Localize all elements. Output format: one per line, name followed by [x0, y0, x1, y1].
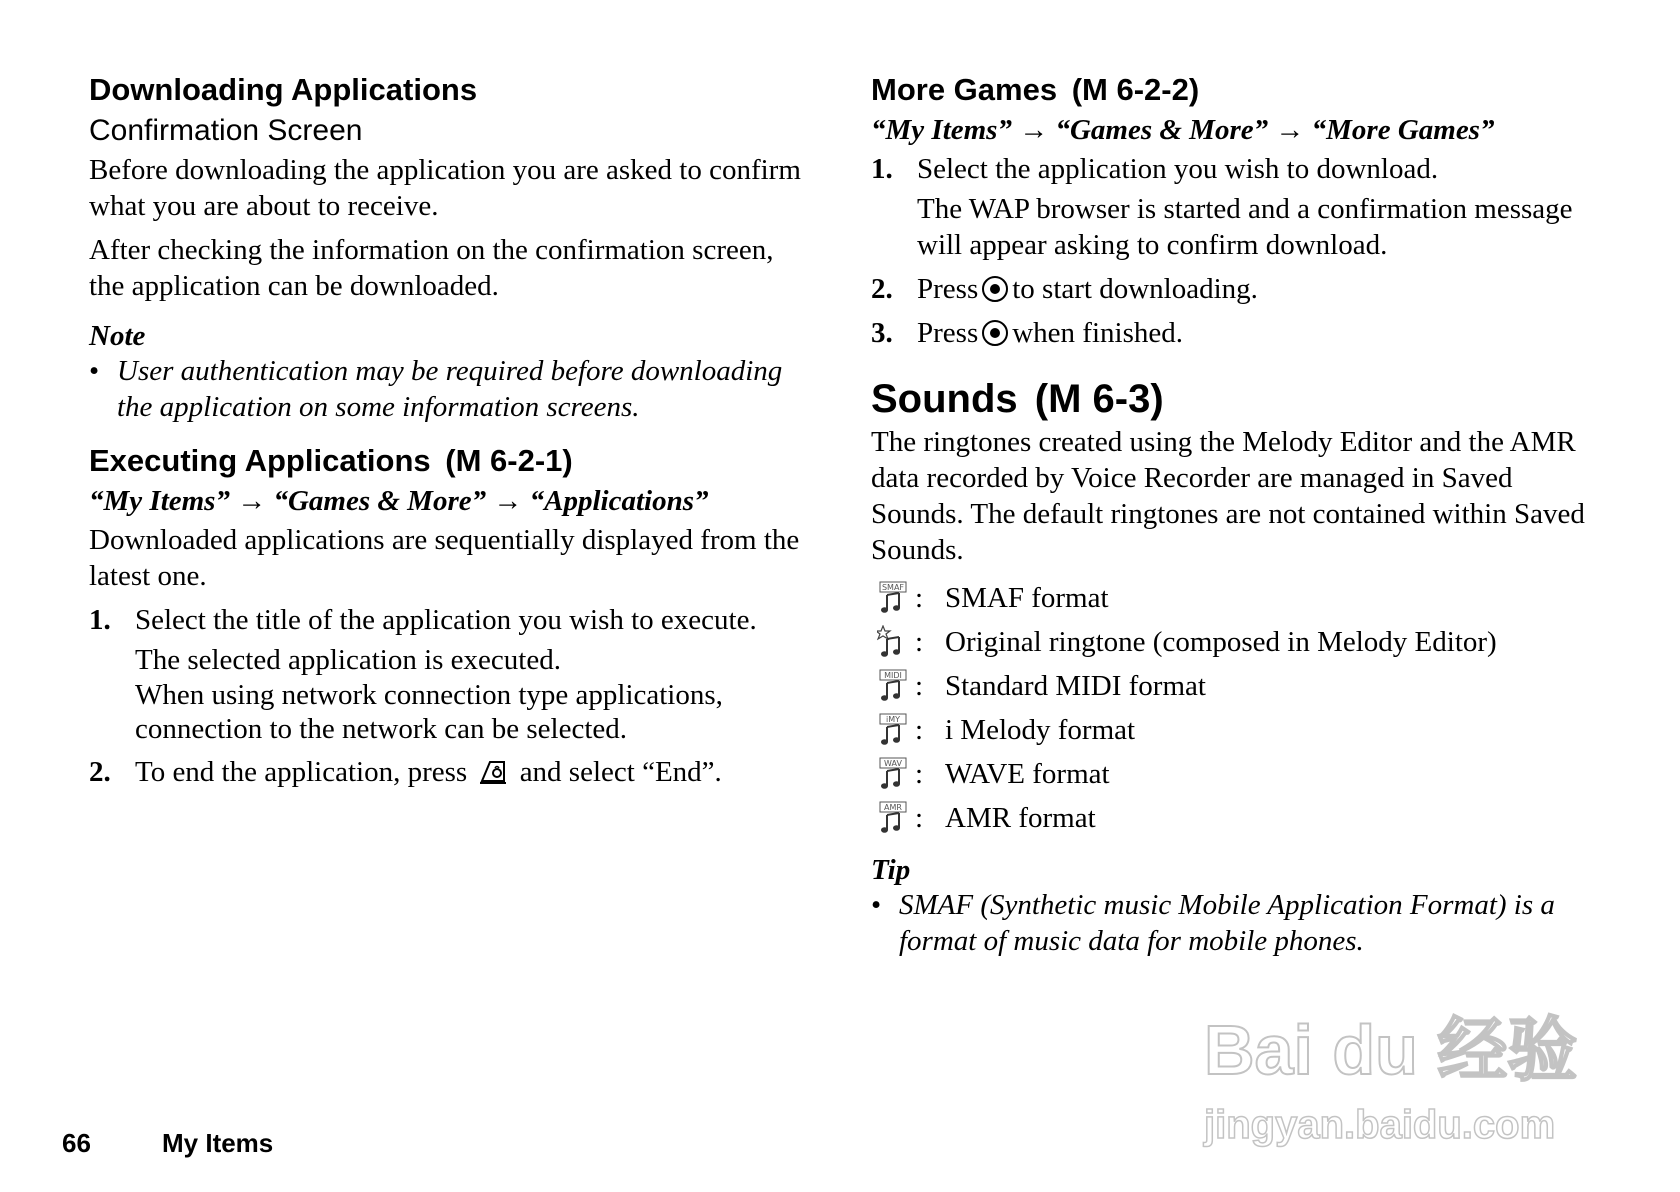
- step-text: Select the application you wish to download.: [917, 153, 1439, 185]
- step-text-post: and select “End”.: [519, 756, 722, 788]
- step-text-pre: To end the application, press: [135, 756, 468, 788]
- format-label: SMAF format: [945, 581, 1109, 614]
- games-step-1: [871, 151, 1591, 263]
- format-icon-tag: SMAF: [881, 583, 905, 592]
- format-item: [871, 708, 1591, 752]
- step-number: 3.: [871, 317, 893, 349]
- smaf-icon: [877, 581, 909, 615]
- heading-more-games: [871, 72, 1591, 108]
- page-number: 66: [62, 1128, 91, 1158]
- watermark-line1: Bai du 经验: [1204, 1011, 1578, 1089]
- original-ringtone-icon: [877, 625, 909, 659]
- note-title: Note: [89, 320, 146, 352]
- left-column: [89, 72, 809, 798]
- heading-executing-applications: [89, 443, 809, 479]
- format-item: [871, 796, 1591, 840]
- step-sub-text-network: When using network connection type applications, connection to the network can be selected.: [135, 679, 723, 745]
- paragraph-downloaded-apps: Downloaded applications are sequentially displayed from the latest one.: [89, 524, 800, 592]
- heading-exec-title: Executing Applications: [89, 443, 431, 478]
- subheading-confirmation-screen: Confirmation Screen: [89, 114, 363, 147]
- format-colon: :: [915, 801, 924, 834]
- watermark-line2: jingyan.baidu.com: [1204, 1103, 1556, 1147]
- format-colon: :: [915, 669, 924, 702]
- step-sub-text: The selected application is executed.: [135, 644, 561, 676]
- menu-path-more-games: “My Items” → “Games & More” → “More Games”: [871, 114, 1495, 146]
- softkey-options-icon: [478, 759, 508, 785]
- format-icon-tag: AMR: [884, 803, 902, 812]
- paragraph-sounds: The ringtones created using the Melody Editor and the AMR data recorded by Voice Recorder are managed in Saved Sounds. The default ringtones are not contained within Saved Sounds.: [871, 426, 1585, 566]
- heading-downloading-applications: Downloading Applications: [89, 72, 478, 107]
- tip-bullet: [871, 887, 1591, 959]
- games-step-3: [871, 315, 1591, 351]
- format-colon: :: [915, 581, 924, 614]
- center-key-icon: [982, 276, 1008, 302]
- bullet-dot: •: [871, 889, 882, 921]
- format-label: Standard MIDI format: [945, 669, 1206, 702]
- center-key-icon: [982, 320, 1008, 346]
- step-sub-text: The WAP browser is started and a confirmation message will appear asking to confirm download.: [917, 193, 1573, 261]
- format-item: [871, 620, 1591, 664]
- format-item: [871, 576, 1591, 620]
- tip-bullet-text: SMAF (Synthetic music Mobile Application Format) is a format of music data for mobile phones.: [899, 889, 1555, 957]
- midi-icon: [877, 669, 909, 703]
- heading-games-title: More Games: [871, 72, 1058, 107]
- format-list: [871, 576, 1591, 840]
- step-text-pre: Press: [917, 273, 979, 305]
- amr-icon: [877, 801, 909, 835]
- format-label: WAVE format: [945, 757, 1110, 790]
- paragraph-confirm-after: After checking the information on the confirmation screen, the application can be downloaded.: [89, 234, 774, 302]
- format-icon-tag: iMY: [885, 715, 901, 724]
- format-icon-tag: MIDI: [884, 671, 902, 680]
- heading-sounds-title: Sounds: [871, 377, 1018, 421]
- format-label: i Melody format: [945, 713, 1136, 746]
- right-column: [871, 72, 1591, 965]
- step-number: 2.: [89, 756, 111, 788]
- format-label: Original ringtone (composed in Melody Editor): [945, 625, 1497, 658]
- format-icon-tag: WAV: [884, 759, 902, 768]
- format-item: [871, 664, 1591, 708]
- step-text-post: to start downloading.: [1012, 273, 1258, 305]
- tip-title: Tip: [871, 854, 911, 886]
- baidu-watermark-icon: [1200, 1000, 1620, 1150]
- step-text-pre: Press: [917, 317, 979, 349]
- format-colon: :: [915, 625, 924, 658]
- format-colon: :: [915, 713, 924, 746]
- heading-sounds: [871, 377, 1591, 422]
- note-bullet: [89, 353, 809, 425]
- paragraph-confirm-intro: Before downloading the application you are asked to confirm what you are about to receive.: [89, 154, 801, 222]
- step-number: 1.: [89, 604, 111, 636]
- bullet-dot: •: [89, 355, 100, 387]
- step-number: 2.: [871, 273, 893, 305]
- exec-step-1: [89, 602, 809, 746]
- step-text: Select the title of the application you wish to execute.: [135, 604, 757, 636]
- heading-exec-menu-number: (M 6-2-1): [445, 443, 573, 478]
- format-label: AMR format: [945, 801, 1096, 834]
- wave-icon: [877, 757, 909, 791]
- note-bullet-text: User authentication may be required before downloading the application on some information screens.: [117, 355, 783, 423]
- step-number: 1.: [871, 153, 893, 185]
- heading-games-menu-number: (M 6-2-2): [1071, 72, 1200, 107]
- imelody-icon: [877, 713, 909, 747]
- footer-section-name: My Items: [162, 1128, 274, 1158]
- format-colon: :: [915, 757, 924, 790]
- heading-sounds-menu-number: (M 6-3): [1034, 377, 1164, 421]
- format-item: [871, 752, 1591, 796]
- exec-step-2: [89, 754, 809, 790]
- games-step-2: [871, 271, 1591, 307]
- menu-path-applications: “My Items” → “Games & More” → “Applications”: [89, 485, 709, 517]
- step-text-post: when finished.: [1012, 317, 1183, 349]
